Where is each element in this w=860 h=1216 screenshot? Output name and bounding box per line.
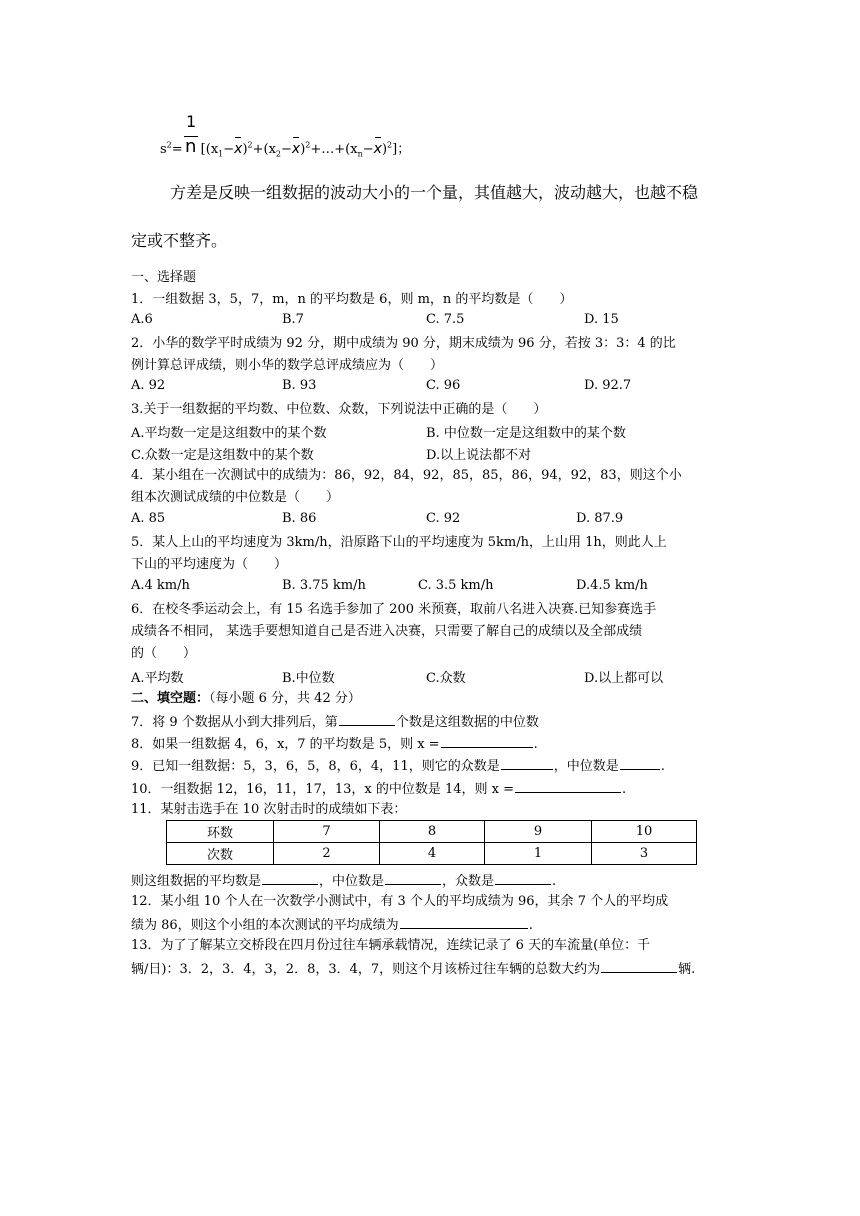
table-cell: 环数 <box>167 821 274 843</box>
variance-formula <box>160 112 480 162</box>
q9-blank-mode[interactable] <box>501 755 553 770</box>
q5-option-c: C. 3.5 km/h <box>418 578 494 593</box>
q8 <box>131 733 538 755</box>
q7-post: 个数是这组数据的中位数 <box>395 715 539 730</box>
q4-option-c: C. 92 <box>426 511 461 526</box>
q12-stem-line2 <box>131 914 533 936</box>
table-cell: 4 <box>380 843 485 865</box>
q8-post: . <box>533 737 538 752</box>
q12-stem-line1: 12．某小组 10 个人在一次数学小测试中，有 3 个人的平均成绩为 96，其余 7 个人的平均成 <box>131 894 669 909</box>
q13-stem-line1: 13．为了了解某立交桥段在四月份过往车辆承载情况，连续记录了 6 天的车流量(单位：千 <box>131 938 651 953</box>
q2-stem-line2: 例计算总评成绩，则小华的数学总评成绩应为（ ） <box>131 358 444 373</box>
table-cell: 次数 <box>167 843 274 865</box>
q12-pre: 绩为 86，则这个小组的本次测试的平均成绩为 <box>131 918 399 933</box>
q4-option-d: D. 87.9 <box>576 511 624 526</box>
q11-blank-mode[interactable] <box>495 870 551 885</box>
q3-option-d: D.以上说法都不对 <box>426 448 532 463</box>
q2-stem-line1: 2．小华的数学平时成绩为 92 分，期中成绩为 90 分，期末成绩为 96 分，若按 3：3：4 的比 <box>131 336 676 351</box>
q2-option-d: D. 92.7 <box>584 378 632 393</box>
q9-blank-median[interactable] <box>620 755 660 770</box>
q9-pre: 9．已知一组数据：5，3，6，5，8，6，4，11，则它的众数是 <box>131 759 500 774</box>
q13-stem-line2 <box>131 958 695 980</box>
q10-blank[interactable] <box>515 778 621 793</box>
q6-option-b: B.中位数 <box>282 671 335 686</box>
q12-post: . <box>528 918 533 933</box>
q5-stem-line2: 下山的平均速度为（ ） <box>131 557 288 572</box>
fraction-denominator: n <box>185 136 197 157</box>
q5-stem-line1: 5．某人上山的平均速度为 3km/h，沿原路下山的平均速度为 5km/h，上山用 1h，则此人上 <box>131 535 667 550</box>
q11-stem: 11．某射击选手在 10 次射击时的成绩如下表： <box>131 802 407 817</box>
q7 <box>131 711 539 733</box>
q4-option-a: A. 85 <box>131 511 166 526</box>
q6-option-a: A.平均数 <box>131 671 184 686</box>
q2-option-c: C. 96 <box>426 378 461 393</box>
q13-post: 辆. <box>678 962 696 977</box>
section2-heading-note: （每小题 6 分，共 42 分） <box>209 691 361 706</box>
q6-stem-line2: 成绩各不相同， 某选手要想知道自己是否进入决赛，只需要了解自己的成绩以及全部成绩 <box>131 624 643 639</box>
q10-pre: 10．一组数据 12，16，11，17，13，x 的中位数是 14，则 x = <box>131 782 515 797</box>
q3-option-b: B. 中位数一定是这组数中的某个数 <box>426 426 626 441</box>
q3-option-a: A.平均数一定是这组数中的某个数 <box>131 426 327 441</box>
q2-option-a: A. 92 <box>131 378 166 393</box>
variance-description-line2: 定或不整齐。 <box>131 231 228 250</box>
q9-mid: ，中位数是 <box>553 759 619 774</box>
q8-blank[interactable] <box>441 733 533 748</box>
q10 <box>131 778 626 800</box>
q5-option-b: B. 3.75 km/h <box>282 578 366 593</box>
q9 <box>131 755 665 777</box>
q11-blank-median[interactable] <box>385 870 441 885</box>
q7-blank[interactable] <box>339 711 395 726</box>
table-cell: 9 <box>485 821 592 843</box>
q7-pre: 7．将 9 个数据从小到大排列后，第 <box>131 715 338 730</box>
table-cell: 7 <box>274 821 380 843</box>
q11-ask-post: . <box>552 874 557 889</box>
q5-option-a: A.4 km/h <box>131 578 190 593</box>
q6-stem-line1: 6．在校冬季运动会上，有 15 名选手参加了 200 米预赛，取前八名进入决赛.已知参赛选手 <box>131 602 657 617</box>
q6-option-d: D.以上都可以 <box>584 671 664 686</box>
table-cell: 3 <box>592 843 697 865</box>
section2-heading-title: 二、填空题： <box>131 691 210 706</box>
q4-stem-line2: 组本次测试成绩的中位数是（ ） <box>131 490 340 505</box>
q6-stem-line3: 的（ ） <box>131 646 197 661</box>
q11-ask-pre: 则这组数据的平均数是 <box>131 874 262 889</box>
q2-option-b: B. 93 <box>282 378 317 393</box>
section2-heading <box>131 689 361 709</box>
q11-ask <box>131 870 556 892</box>
variance-description-line1: 方差是反映一组数据的波动大小的一个量，其值越大，波动越大，也越不稳 <box>170 183 699 202</box>
table-cell: 8 <box>380 821 485 843</box>
q9-post: . <box>660 759 665 774</box>
q11-ask-mid2: ，众数是 <box>442 874 495 889</box>
q12-blank[interactable] <box>400 914 528 929</box>
q6-option-c: C.众数 <box>426 671 466 686</box>
q1-option-d: D. 15 <box>584 312 619 327</box>
q13-pre: 辆/日)：3．2，3．4，3，2．8，3．4，7，则这个月该桥过往车辆的总数大约为 <box>131 962 601 977</box>
q10-post: . <box>622 782 627 797</box>
table-row <box>167 843 697 865</box>
section1-heading: 一、选择题 <box>131 270 197 285</box>
q4-option-b: B. 86 <box>282 511 317 526</box>
formula-body: $s^2=$ $[(x_1-x)^2+(x_2-x)^2+\dots+(x_n-x)^2]$； <box>160 140 411 159</box>
q1-stem: 1．一组数据 3，5，7，m，n 的平均数是 6，则 m，n 的平均数是（ ） <box>131 292 573 307</box>
q4-stem-line1: 4．某小组在一次测试中的成绩为：86，92，84，92，85，85，86，94，92，83，则这个小 <box>131 468 682 483</box>
q1-option-c: C. 7.5 <box>426 312 465 327</box>
q11-ask-mid1: ，中位数是 <box>319 874 385 889</box>
q1-option-b: B.7 <box>282 312 304 327</box>
q3-option-c: C.众数一定是这组数中的某个数 <box>131 448 314 463</box>
q13-blank[interactable] <box>601 958 677 973</box>
table-cell: 10 <box>592 821 697 843</box>
q3-stem: 3.关于一组数据的平均数、中位数、众数，下列说法中正确的是（ ） <box>131 402 547 417</box>
shooting-score-table <box>166 820 697 865</box>
q5-option-d: D.4.5 km/h <box>576 578 648 593</box>
q11-blank-mean[interactable] <box>262 870 318 885</box>
q8-pre: 8．如果一组数据 4，6，x，7 的平均数是 5，则 x = <box>131 737 440 752</box>
fraction-numerator: 1 <box>186 112 197 131</box>
q1-option-a: A.6 <box>131 312 153 327</box>
table-row <box>167 821 697 843</box>
table-cell: 2 <box>274 843 380 865</box>
table-cell: 1 <box>485 843 592 865</box>
